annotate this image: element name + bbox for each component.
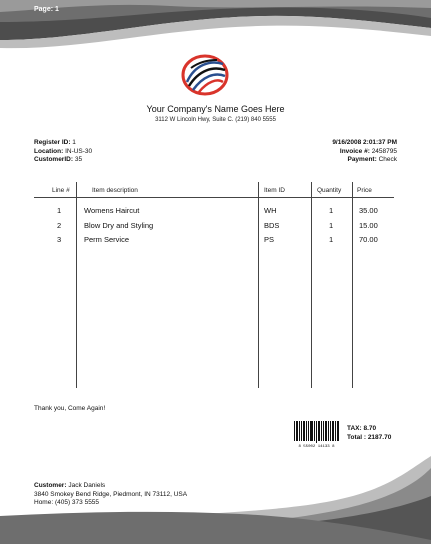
customer-name: Jack Daniels [68, 482, 106, 489]
company-logo-icon [181, 54, 229, 96]
customer-label: Customer: [34, 482, 67, 489]
table-row [0, 221, 431, 233]
header-quantity: Quantity [317, 187, 342, 194]
header-price: Price [357, 187, 372, 194]
register-id-value: 1 [72, 139, 76, 146]
customer-address: 3840 Smokey Bend Ridge, Piedmont, IN 73112, USA [34, 490, 188, 498]
register-info [34, 139, 92, 165]
table-row [0, 206, 431, 218]
company-address: 3112 W Lincoln Hwy, Suite C. (219) 840 5555 [155, 117, 276, 123]
invoice-number-value: 2458795 [371, 147, 397, 155]
barcode-icon [293, 421, 340, 448]
row-description: Womens Haircut [84, 206, 140, 215]
register-id-row [34, 139, 92, 148]
table-row [0, 235, 431, 247]
row-line: 1 [57, 206, 62, 215]
totals [347, 424, 391, 442]
customer-id-value: 35 [74, 156, 83, 163]
location-label: Location: [34, 147, 64, 155]
row-description: Perm Service [84, 235, 130, 244]
tax-amount: TAX: 8.70 [347, 425, 377, 432]
customer-info [34, 482, 187, 508]
row-item-id: WH [264, 206, 277, 215]
invoice-datetime: 9/16/2008 2:01:37 PM [332, 139, 397, 146]
total-amount: Total : 2187.70 [347, 434, 392, 441]
payment-value: Check [378, 156, 397, 163]
row-quantity: 1 [329, 221, 334, 230]
header-item-id: Item ID [264, 187, 285, 194]
row-price: 35.00 [359, 206, 378, 215]
row-line: 3 [57, 235, 62, 244]
thank-you-message: Thank you, Come Again! [34, 405, 106, 412]
row-description: Blow Dry and Styling [84, 221, 154, 230]
header-line: Line # [52, 187, 70, 194]
invoice-info [332, 139, 397, 165]
header-description: Item description [92, 187, 138, 194]
customer-phone: Home: (405) 373 5555 [34, 499, 100, 506]
page-label: Page: 1 [34, 6, 59, 13]
barcode-number: 8 55002 14133 8 [298, 445, 335, 448]
row-quantity: 1 [329, 206, 334, 215]
row-item-id: PS [264, 235, 275, 244]
location-row [34, 148, 92, 157]
payment-label: Payment: [347, 156, 377, 163]
header-wave [0, 0, 431, 60]
row-line: 2 [57, 221, 62, 230]
customer-id-row [34, 156, 92, 165]
row-price: 15.00 [359, 221, 378, 230]
table-header-divider [34, 197, 394, 198]
register-id-label: Register ID: [34, 139, 71, 146]
location-value: IN-US-30 [65, 147, 93, 155]
customer-id-label: CustomerID: [34, 156, 74, 163]
invoice-number-label: Invoice #: [339, 147, 370, 155]
row-item-id: BDS [264, 221, 280, 230]
row-price: 70.00 [359, 235, 378, 244]
company-name: Your Company's Name Goes Here [146, 104, 285, 114]
row-quantity: 1 [329, 235, 334, 244]
